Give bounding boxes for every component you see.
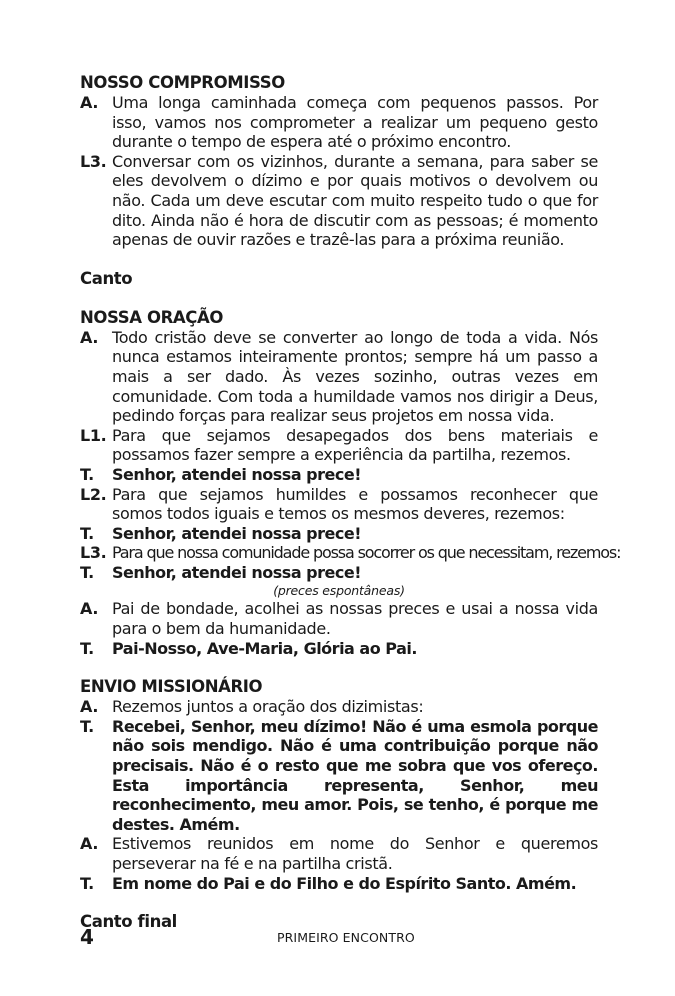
response-line [80,639,598,659]
speaker-label: T. [80,638,94,658]
rubric-note: (preces espontâneas) [273,583,405,599]
response-text: Senhor, atendei nossa prece! [112,523,362,543]
dialogue-line [80,834,598,873]
section-heading-compromisso: NOSSO COMPROMISSO [80,73,285,92]
spacer [80,250,598,269]
dialogue-text: Todo cristão deve se converter ao longo de toda a vida. Nós nunca estamos inteiramente prontos; sempre há um passo a mais a ser dado. Às vezes sozinho, outras vezes em comunidade. Com toda a humildade vamos nos dirigir a Deus, pedindo forças para realizar seus projetos em nossa vida. [112,327,598,426]
dialogue-line [80,93,598,152]
response-line [80,874,598,894]
speaker-label: T. [80,716,94,736]
page-number: 4 [80,925,94,949]
dialogue-text: Conversar com os vizinhos, durante a semana, para saber se eles devolvem o dízimo e por quais motivos o devolvem ou não. Cada um deve escutar com muito respeito tudo o que for dito. Ainda não é hora de discutir com as pessoas; é momento apenas de ouvir razões e trazê-las para a próxima reunião. [112,151,598,250]
speaker-label: L3. [80,151,107,171]
speaker-label: T. [80,873,94,893]
section-heading-oracao: NOSSA ORAÇÃO [80,307,223,327]
section-heading-canto: Canto [80,268,133,288]
dialogue-text: Para que sejamos humildes e possamos reconhecer que somos todos iguais e temos os mesmos deveres, rezemos: [112,484,598,524]
response-text: Recebei, Senhor, meu dízimo! Não é uma esmola porque não sois mendigo. Não é uma contribuição porque não precisais. Não é o resto que me sobra que vos ofereço. Esta importância representa, Senhor, meu reconhecimento, meu amor. Pois, se tenho, é porque me destes. Amém. [112,716,598,834]
dialogue-line [80,426,598,465]
response-text: Senhor, atendei nossa prece! [112,562,362,582]
spacer [80,893,598,912]
speaker-label: A. [80,599,99,619]
dialogue-text: Estivemos reunidos em nome do Senhor e queremos perseverar na fé e na partilha cristã. [112,834,598,873]
dialogue-text: Rezemos juntos a oração dos dizimistas: [112,697,424,717]
speaker-label: A. [80,93,99,112]
dialogue-line [80,152,598,250]
dialogue-line [80,543,621,563]
response-line [80,717,598,835]
running-title: PRIMEIRO ENCONTRO [277,930,415,945]
page-footer [80,924,598,950]
section-heading-envio: ENVIO MISSIONÁRIO [80,677,263,697]
speaker-label: T. [80,562,94,582]
speaker-label: A. [80,834,99,854]
dialogue-text: Para que nossa comunidade possa socorrer os que necessitam, rezemos: [112,543,621,563]
speaker-label: A. [80,327,99,347]
speaker-label: L2. [80,484,107,504]
response-line [80,524,598,544]
response-line [80,465,598,485]
response-text: Pai-Nosso, Ave-Maria, Glória ao Pai. [112,638,417,658]
spacer [80,289,598,308]
spacer [80,658,598,677]
response-text: Senhor, atendei nossa prece! [112,464,362,484]
dialogue-text: Para que sejamos desapegados dos bens materiais e possamos fazer sempre a experiência da partilha, rezemos. [112,425,598,465]
response-line [80,563,598,583]
dialogue-text: Uma longa caminhada começa com pequenos passos. Por isso, vamos nos comprometer a realizar um pequeno gesto durante o tempo de espera até o próximo encontro. [112,93,598,152]
dialogue-line [80,328,598,426]
dialogue-line [80,697,598,717]
page-content [80,73,621,932]
section-heading-canto-final: Canto final [80,912,177,932]
speaker-label: T. [80,523,94,543]
speaker-label: T. [80,464,94,484]
dialogue-text: Pai de bondade, acolhei as nossas preces e usai a nossa vida para o bem da humanidade. [112,599,598,639]
speaker-label: A. [80,697,99,717]
speaker-label: L1. [80,425,107,445]
speaker-label: L3. [80,543,107,563]
dialogue-line [80,485,598,524]
response-text: Em nome do Pai e do Filho e do Espírito Santo. Amém. [112,873,577,893]
dialogue-line [80,599,598,638]
